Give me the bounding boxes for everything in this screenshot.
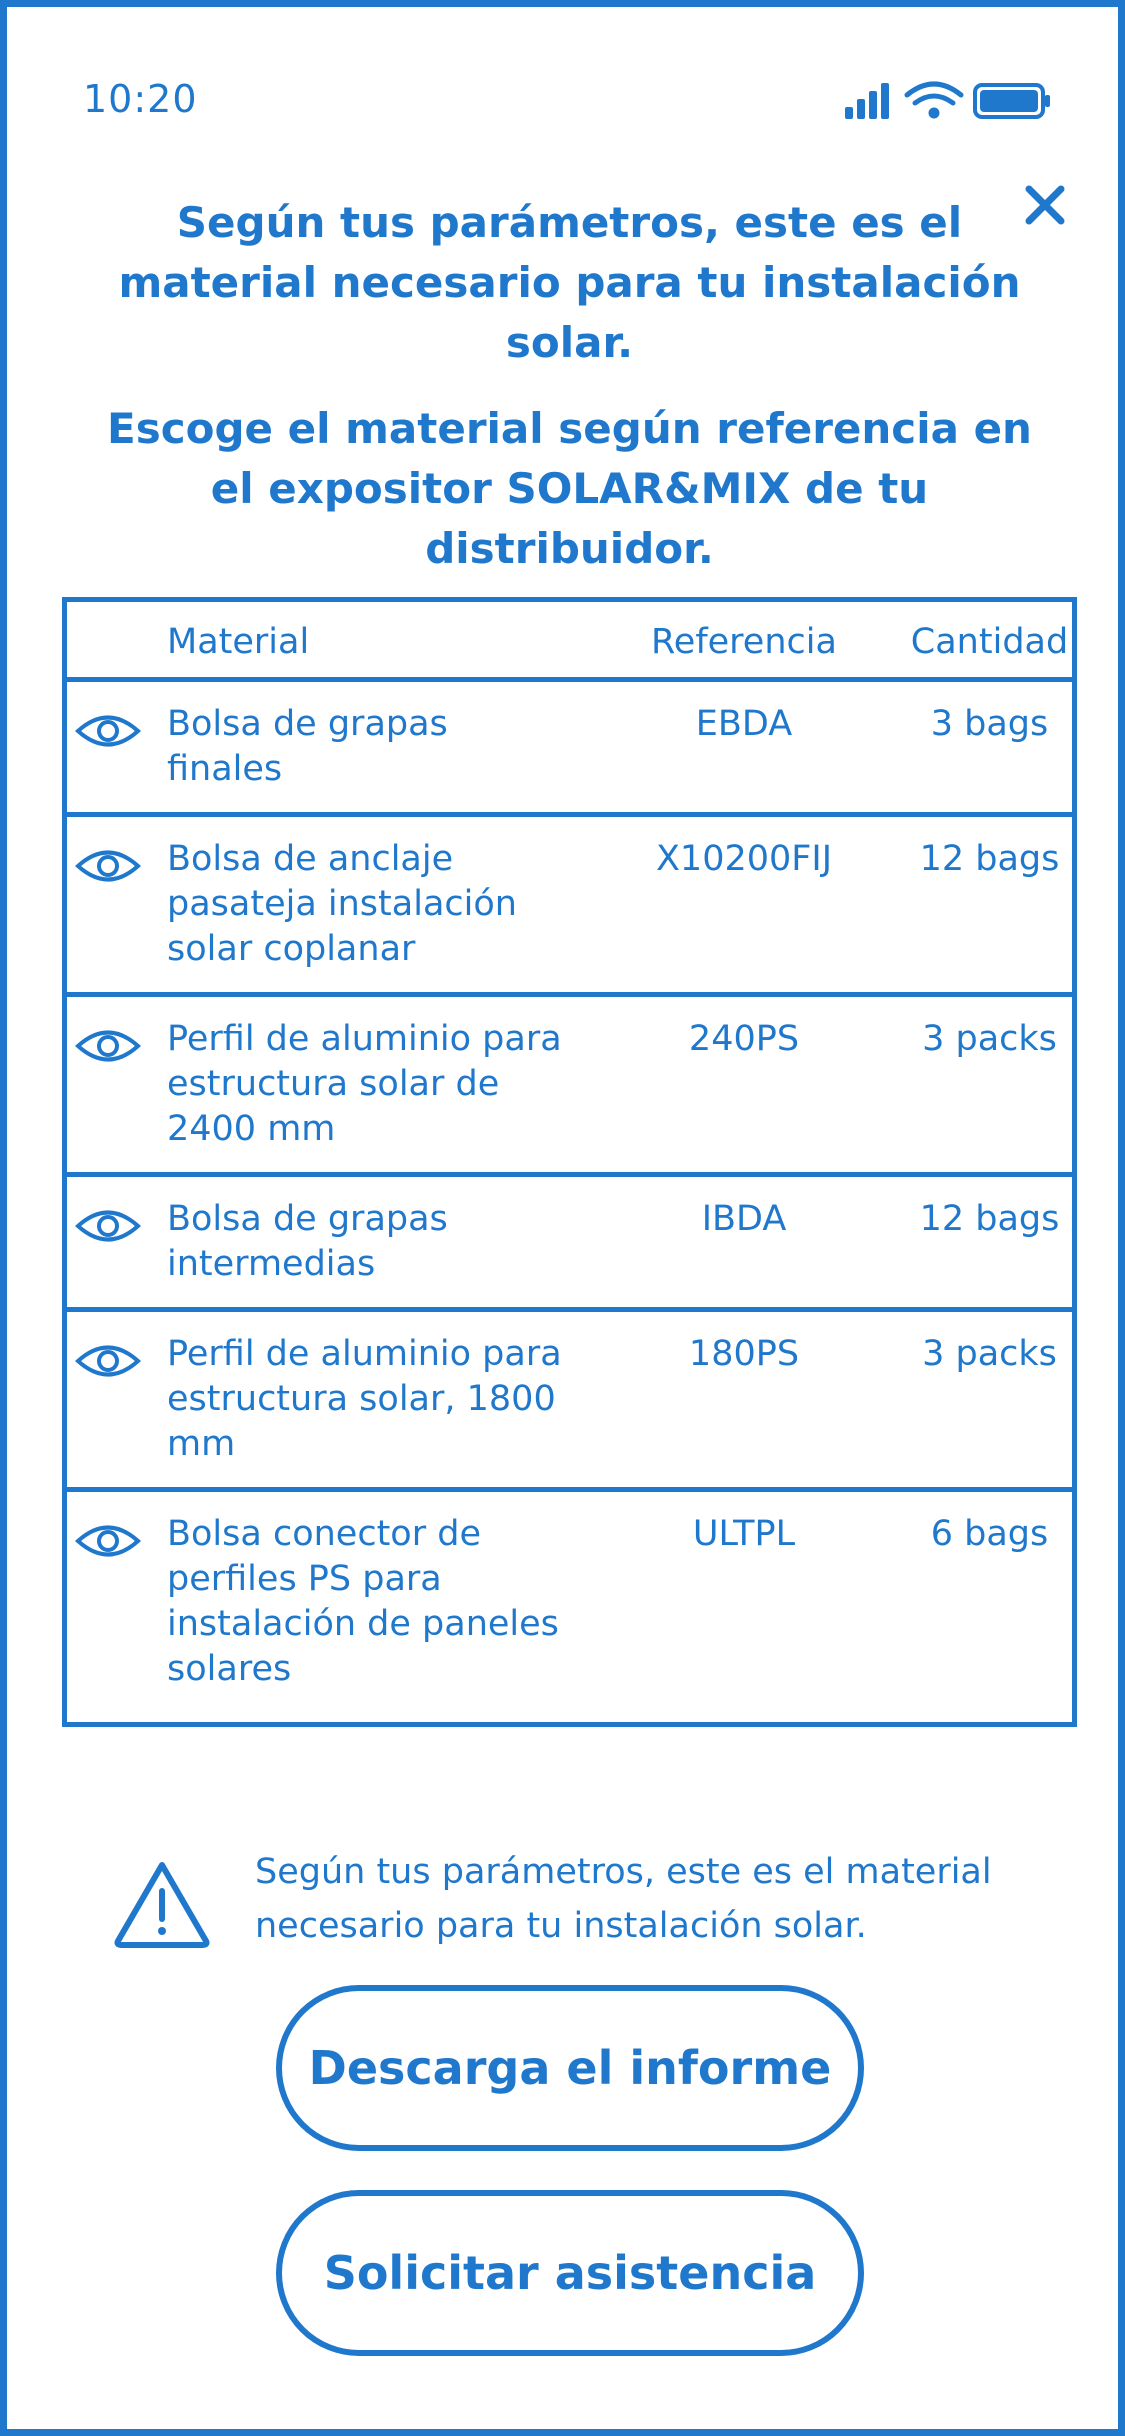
column-header-reference: Referencia: [651, 622, 837, 662]
table-row: [67, 992, 1072, 1172]
eye-icon[interactable]: [75, 1520, 141, 1562]
row-quantity: 12 bags: [919, 1199, 1060, 1239]
wifi-icon: [907, 84, 961, 116]
column-header-material: Material: [167, 622, 310, 662]
row-reference: ULTPL: [692, 1514, 796, 1554]
eye-icon[interactable]: [75, 845, 141, 887]
request-assistance-button[interactable]: [275, 2189, 865, 2357]
row-material: Bolsa de grapas intermedias: [167, 1199, 448, 1284]
eye-icon[interactable]: [75, 1340, 141, 1382]
battery-icon: [975, 85, 1050, 117]
download-report-button[interactable]: [275, 1984, 865, 2152]
row-quantity: 12 bags: [919, 839, 1060, 879]
eye-icon[interactable]: [75, 1025, 141, 1067]
table-row: [67, 677, 1072, 812]
row-material: Bolsa de anclaje pasateja instalación solar coplanar: [167, 839, 517, 969]
table-row: [67, 1172, 1072, 1307]
row-material: Perfil de aluminio para estructura solar, 1800 mm: [167, 1334, 562, 1464]
table-row: [67, 1487, 1072, 1722]
row-reference: IBDA: [701, 1199, 787, 1239]
materials-table: [62, 597, 1077, 1727]
row-quantity: 3 packs: [922, 1019, 1057, 1059]
page-title: Según tus parámetros, este es el material necesario para tu instalación solar.: [118, 198, 1021, 367]
row-material: Bolsa conector de perfiles PS para instalación de paneles solares: [167, 1514, 559, 1689]
page-subtitle: Escoge el material según referencia en el expositor SOLAR&MIX de tu distribuidor.: [107, 404, 1032, 573]
row-reference: 240PS: [688, 1019, 800, 1059]
table-header: [67, 602, 1072, 677]
table-row: [67, 1307, 1072, 1487]
signal-icon: [845, 83, 889, 119]
eye-icon[interactable]: [75, 1205, 141, 1247]
warning-icon: [112, 1859, 212, 1949]
row-quantity: 3 packs: [922, 1334, 1057, 1374]
status-icons: [845, 79, 1055, 123]
row-quantity: 6 bags: [930, 1514, 1049, 1554]
row-reference: EBDA: [695, 704, 793, 744]
row-reference: X10200FIJ: [655, 839, 833, 879]
eye-icon[interactable]: [75, 710, 141, 752]
download-button-label: Descarga el informe: [308, 2041, 832, 2095]
status-time: 10:20: [83, 77, 198, 121]
assist-button-label: Solicitar asistencia: [323, 2246, 817, 2300]
warning-text: Según tus parámetros, este es el material necesario para tu instalación solar.: [255, 1852, 992, 1946]
column-header-quantity: Cantidad: [910, 622, 1069, 662]
table-row: [67, 812, 1072, 992]
row-material: Bolsa de grapas finales: [167, 704, 448, 789]
row-quantity: 3 bags: [930, 704, 1049, 744]
row-reference: 180PS: [688, 1334, 800, 1374]
row-material: Perfil de aluminio para estructura solar de 2400 mm: [167, 1019, 562, 1149]
